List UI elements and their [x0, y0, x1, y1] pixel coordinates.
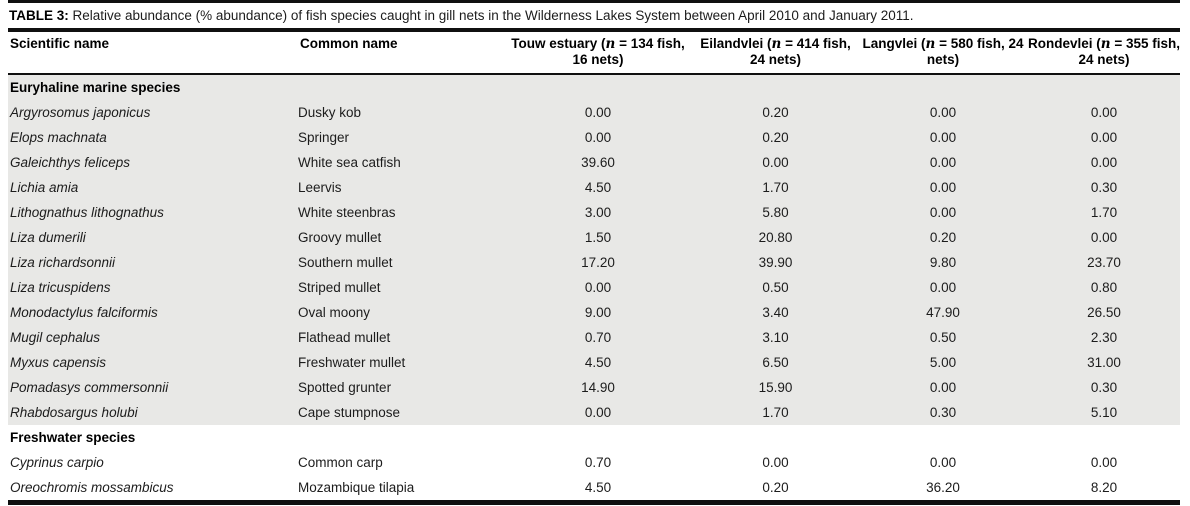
section-header-label: Freshwater species — [10, 430, 136, 445]
common-name-cell: White sea catfish — [298, 150, 503, 175]
value-cell-touw-estuary: 0.00 — [503, 100, 693, 125]
value-cell-eilandvlei: 1.70 — [693, 175, 858, 200]
value-cell-touw-estuary: 9.00 — [503, 300, 693, 325]
scientific-name-cell: Lithognathus lithognathus — [8, 200, 298, 225]
value-cell-eilandvlei: 3.10 — [693, 325, 858, 350]
value-cell-touw-estuary: 4.50 — [503, 350, 693, 375]
table-row — [8, 250, 1180, 275]
table-body — [8, 74, 1180, 500]
value-cell-eilandvlei: 15.90 — [693, 375, 858, 400]
value-cell-eilandvlei: 0.50 — [693, 275, 858, 300]
scientific-name-cell: Liza richardsonnii — [8, 250, 298, 275]
value-cell-rondevlei: 5.10 — [1028, 400, 1180, 425]
value-cell-eilandvlei: 0.20 — [762, 480, 789, 495]
value-cell-langvlei: 0.00 — [858, 175, 1028, 200]
value-cell-touw-estuary: 0.00 — [503, 400, 693, 425]
value-cell-rondevlei: 1.70 — [1028, 200, 1180, 225]
value-cell-rondevlei: 0.00 — [1028, 225, 1180, 250]
value-cell-langvlei: 0.00 — [858, 125, 1028, 150]
common-name-cell: Dusky kob — [298, 100, 503, 125]
value-cell-langvlei: 0.00 — [858, 150, 1028, 175]
table-caption-text: Relative abundance (% abundance) of fish species caught in gill nets in the Wilderness Lakes System between April 2010 and January 2011. — [68, 8, 914, 23]
table-row — [8, 400, 1180, 425]
table-row — [8, 275, 1180, 300]
common-name-cell: Southern mullet — [298, 250, 503, 275]
common-name-cell: Freshwater mullet — [298, 350, 503, 375]
common-name-cell: Cape stumpnose — [298, 400, 503, 425]
value-cell-langvlei: 0.00 — [858, 275, 1028, 300]
common-name-cell: Flathead mullet — [298, 325, 503, 350]
value-cell-rondevlei: 0.30 — [1028, 375, 1180, 400]
common-name-cell: Spotted grunter — [298, 375, 503, 400]
scientific-name-cell: Pomadasys commersonnii — [8, 375, 298, 400]
value-cell-langvlei: 9.80 — [858, 250, 1028, 275]
scientific-name-cell: Liza tricuspidens — [8, 275, 298, 300]
col-header-langvlei: Langvlei (n = 580 fish, 24 nets) — [858, 32, 1028, 74]
value-cell-langvlei: 0.20 — [858, 225, 1028, 250]
value-cell-touw-estuary: 0.70 — [584, 455, 612, 470]
table-row — [8, 175, 1180, 200]
value-cell-langvlei: 36.20 — [926, 480, 960, 495]
scientific-name-cell: Mugil cephalus — [8, 325, 298, 350]
col-header-common-name: Common name — [298, 32, 503, 74]
value-cell-langvlei: 47.90 — [858, 300, 1028, 325]
col-header-scientific-name: Scientific name — [8, 32, 298, 74]
value-cell-langvlei: 0.00 — [858, 200, 1028, 225]
value-cell-langvlei: 0.50 — [858, 325, 1028, 350]
value-cell-touw-estuary: 0.00 — [503, 275, 693, 300]
table-row — [8, 100, 1180, 125]
common-name-cell: Mozambique tilapia — [298, 480, 415, 495]
value-cell-rondevlei: 0.30 — [1028, 175, 1180, 200]
value-cell-langvlei: 0.00 — [858, 100, 1028, 125]
value-cell-rondevlei: 31.00 — [1028, 350, 1180, 375]
value-cell-eilandvlei: 20.80 — [693, 225, 858, 250]
n-variable: n — [771, 36, 782, 52]
value-cell-touw-estuary: 1.50 — [503, 225, 693, 250]
common-name-cell: Groovy mullet — [298, 225, 503, 250]
value-cell-langvlei: 5.00 — [858, 350, 1028, 375]
table-row — [8, 450, 1180, 475]
scientific-name-cell: Rhabdosargus holubi — [8, 400, 298, 425]
scientific-name-cell: Myxus capensis — [8, 350, 298, 375]
common-name-cell: Common carp — [298, 455, 383, 470]
value-cell-eilandvlei: 0.20 — [693, 100, 858, 125]
table-row — [8, 375, 1180, 400]
col-header-eilandvlei: Eilandvlei (n = 414 fish, 24 nets) — [693, 32, 858, 74]
table-row — [8, 150, 1180, 175]
table-header — [8, 32, 1180, 74]
common-name-cell: White steenbras — [298, 200, 503, 225]
table-row — [8, 200, 1180, 225]
table-caption — [8, 3, 1180, 28]
value-cell-eilandvlei: 0.20 — [693, 125, 858, 150]
table-row — [8, 350, 1180, 375]
value-cell-rondevlei: 8.20 — [1090, 480, 1118, 495]
value-cell-touw-estuary: 14.90 — [503, 375, 693, 400]
value-cell-eilandvlei: 5.80 — [693, 200, 858, 225]
value-cell-touw-estuary: 39.60 — [503, 150, 693, 175]
value-cell-langvlei: 0.00 — [858, 375, 1028, 400]
value-cell-langvlei: 0.00 — [929, 455, 957, 470]
n-variable: n — [1100, 36, 1111, 52]
col-header-touw-estuary: Touw estuary (n = 134 fish, 16 nets) — [503, 32, 693, 74]
value-cell-rondevlei: 2.30 — [1028, 325, 1180, 350]
abundance-table — [8, 32, 1180, 500]
common-name-cell: Leervis — [298, 175, 503, 200]
section-header-row — [8, 74, 1180, 100]
value-cell-eilandvlei: 0.00 — [762, 455, 789, 470]
scientific-name-cell: Liza dumerili — [8, 225, 298, 250]
value-cell-rondevlei: 0.00 — [1028, 150, 1180, 175]
value-cell-eilandvlei: 0.00 — [693, 150, 858, 175]
n-variable: n — [605, 36, 616, 52]
table-row — [8, 225, 1180, 250]
value-cell-eilandvlei: 3.40 — [693, 300, 858, 325]
table-row — [8, 325, 1180, 350]
scientific-name-cell: Galeichthys feliceps — [8, 150, 298, 175]
table-caption-label: TABLE 3: — [9, 8, 69, 23]
value-cell-touw-estuary: 0.70 — [503, 325, 693, 350]
value-cell-rondevlei: 23.70 — [1028, 250, 1180, 275]
scientific-name-cell: Elops machnata — [8, 125, 298, 150]
bottom-rule — [8, 500, 1180, 505]
table-row — [8, 300, 1180, 325]
scientific-name-cell: Lichia amia — [8, 175, 298, 200]
value-cell-touw-estuary: 17.20 — [503, 250, 693, 275]
scientific-name-cell: Monodactylus falciformis — [8, 300, 298, 325]
scientific-name-cell: Argyrosomus japonicus — [8, 100, 298, 125]
common-name-cell: Striped mullet — [298, 275, 503, 300]
scientific-name-cell: Cyprinus carpio — [10, 455, 104, 470]
value-cell-rondevlei: 0.00 — [1028, 125, 1180, 150]
section-header-label: Euryhaline marine species — [8, 74, 1180, 100]
value-cell-touw-estuary: 3.00 — [503, 200, 693, 225]
value-cell-eilandvlei: 6.50 — [693, 350, 858, 375]
table-row — [8, 125, 1180, 150]
common-name-cell: Oval moony — [298, 300, 503, 325]
col-header-rondevlei: Rondevlei (n = 355 fish, 24 nets) — [1028, 32, 1180, 74]
value-cell-rondevlei: 26.50 — [1028, 300, 1180, 325]
value-cell-rondevlei: 0.80 — [1028, 275, 1180, 300]
scientific-name-cell: Oreochromis mossambicus — [10, 480, 174, 495]
value-cell-touw-estuary: 4.50 — [584, 480, 612, 495]
value-cell-eilandvlei: 39.90 — [693, 250, 858, 275]
section-header-row — [8, 425, 1180, 450]
header-row — [8, 32, 1180, 74]
value-cell-touw-estuary: 4.50 — [503, 175, 693, 200]
value-cell-rondevlei: 0.00 — [1028, 100, 1180, 125]
value-cell-rondevlei: 0.00 — [1090, 455, 1118, 470]
common-name-cell: Springer — [298, 125, 503, 150]
value-cell-langvlei: 0.30 — [858, 400, 1028, 425]
n-variable: n — [925, 36, 936, 52]
value-cell-touw-estuary: 0.00 — [503, 125, 693, 150]
value-cell-eilandvlei: 1.70 — [693, 400, 858, 425]
table-row — [8, 475, 1180, 500]
